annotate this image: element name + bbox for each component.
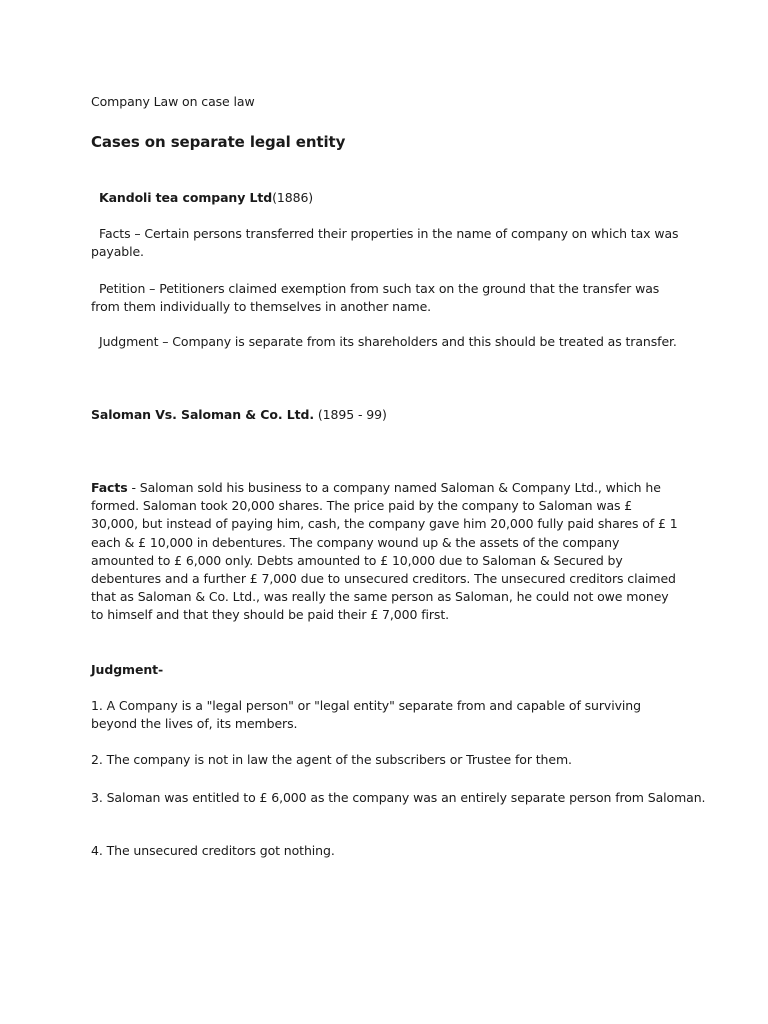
- case-judgment: Judgment – Company is separate from its shareholders and this should be treated as transfer.: [99, 334, 677, 349]
- case-facts: Facts – Certain persons transferred their properties in the name of company on which tax was payable.: [91, 226, 679, 260]
- case-name: Kandoli tea company Ltd: [99, 190, 273, 205]
- judgment-heading: Judgment-: [91, 662, 164, 677]
- case-year: (1886): [272, 190, 314, 205]
- case-name: Saloman Vs. Saloman & Co. Ltd.: [91, 407, 315, 422]
- case-petition: Petition – Petitioners claimed exemption from such tax on the ground that the transfer was from them individually to themselves in another name.: [91, 281, 660, 315]
- facts-text: - Saloman sold his business to a company named Saloman & Company Ltd., which he formed. Saloman took 20,000 shares. The price paid by the company to Saloman was £ 30,000, but instead of paying him, cash, the company gave him 20,000 fully paid shares of £ 1 each & £ 10,000 in debentures. The company wound up & the assets of the company amounted to £ 6,000 only. Debts amounted to £ 10,000 due to Saloman & Secured by debentures and a further £ 7,000 due to unsecured creditors. The unsecured creditors claimed that as Saloman & Co. Ltd., was really the same person as Saloman, he could not owe money to himself and that they should be paid their £ 7,000 first.: [91, 480, 678, 623]
- judgment-point: 3. Saloman was entitled to £ 6,000 as the company was an entirely separate person from Saloman.: [91, 790, 706, 805]
- case-title: [99, 189, 699, 207]
- case-title: [91, 406, 691, 424]
- judgment-point: 1. A Company is a "legal person" or "legal entity" separate from and capable of surviving beyond the lives of, its members.: [91, 698, 641, 732]
- judgment-point: 2. The company is not in law the agent of the subscribers or Trustee for them.: [91, 752, 572, 767]
- facts-label: Facts: [91, 480, 128, 495]
- case-year: (1895 - 99): [314, 407, 387, 422]
- judgment-point: 4. The unsecured creditors got nothing.: [91, 843, 335, 858]
- section-heading: Cases on separate legal entity: [91, 133, 346, 151]
- case-facts: [91, 479, 681, 625]
- document-label: Company Law on case law: [91, 94, 255, 109]
